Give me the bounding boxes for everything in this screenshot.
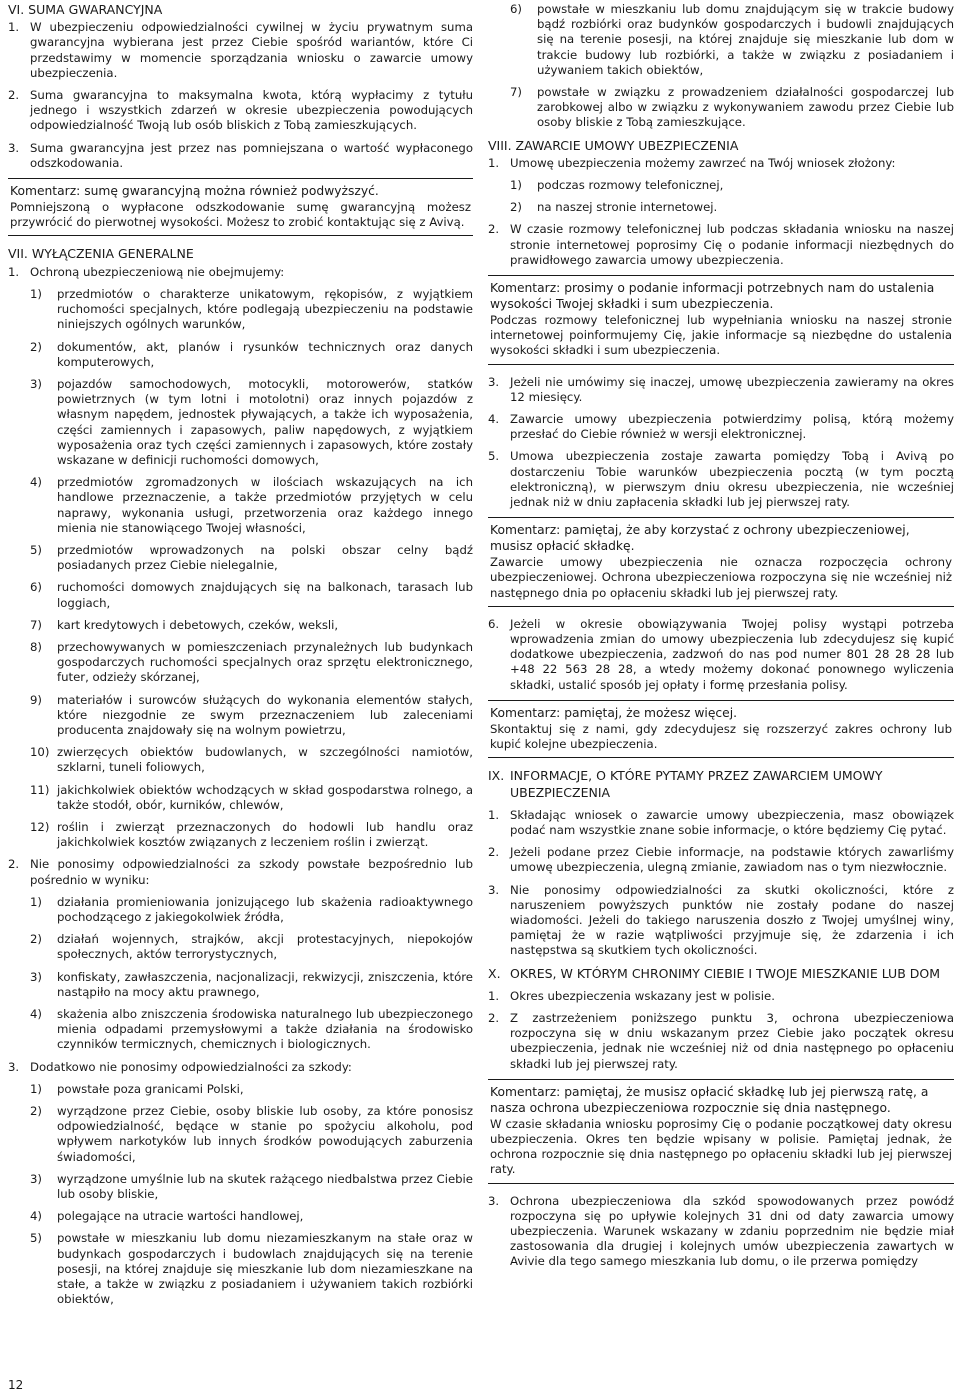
- list-item: 6. Jeżeli w okresie obowiązywania Twojej polisy wystąpi potrzeba wprowadzenia zmian do umowy ubezpieczenia lub zdecydujesz się kupić dodatkowe ubezpieczenia, zadzwoń do nas pod numer 801 28 28 28 lub +48 22 563 28 28, a wtedy możemy dokonać ponownego wyliczenia składki, ustalić sposób jej opłaty i formę przesłania polisy.: [488, 616, 954, 692]
- section-heading: VIII. ZAWARCIE UMOWY UBEZPIECZENIA: [488, 137, 739, 153]
- comment-body: Skontaktuj się z nami, gdy zdecydujesz się rozszerzyć zakres ochrony lub kupić kolejne ubezpieczenia.: [490, 721, 952, 752]
- list-item: 2. Jeżeli podane przez Ciebie informacje, na podstawie których zawarliśmy umowę ubezpieczenia, ulegną zmianie, zawiadom nas o tym niezwłocznie.: [488, 845, 954, 875]
- list-item: 5) powstałe w mieszkaniu lub domu niezamieszkanym na stałe oraz w budynkach gospodarczych i budowlach znajdujących się na terenie posesji, na której znajduje się mieszkanie lub dom niezamieszkane na stałe, a także w związku z posiadaniem i używaniem takich rozbiórki obiektów,: [30, 1231, 473, 1307]
- comment-title: Komentarz: pamiętaj, że możesz więcej.: [490, 705, 738, 720]
- comment-box: [488, 700, 954, 758]
- list-item: 5. Umowa ubezpieczenia zostaje zawarta pomiędzy Tobą i Avivą po dostarczeniu Tobie warunków ubezpieczenia pocztą (w tym pocztą elektroniczną), w pierwszym dniu okresu ubezpieczenia, nie wcześniej jednak niż w dniu zapłacenia składki lub jej pierwszej raty.: [488, 449, 954, 510]
- list-item: 5) przedmiotów wprowadzonych na polski obszar celny bądź posiadanych przez Ciebie nielegalnie,: [30, 542, 473, 573]
- list-item: 3. Dodatkowo nie ponosimy odpowiedzialności za szkody:: [8, 1059, 352, 1074]
- section-heading: VI. SUMA GWARANCYJNA: [8, 2, 163, 17]
- list-item: 8) przechowywanych w pomieszczeniach przynależnych lub budynkach gospodarczych ruchomości specjalnych oraz sprzętu elektronicznego, futer, odzieży skórzanej,: [30, 639, 473, 685]
- comment-title: Komentarz: prosimy o podanie informacji potrzebnych nam do ustalenia wysokości Twojej składki i sum ubezpieczenia.: [490, 281, 935, 312]
- list-item: 2. Suma gwarancyjna to maksymalna kwota, którą wypłacimy z tytułu jednego i wszystkich zdarzeń w okresie ubezpieczenia powodujących odpowiedzialność Twoją lub osób bliskich z Tobą zamieszkujących.: [8, 88, 473, 133]
- comment-box: [488, 517, 954, 607]
- list-item: 12) roślin i zwierząt przeznaczonych do hodowli lub handlu oraz jakichkolwiek kosztów związanych z leczeniem roślin i zwierząt.: [30, 820, 473, 850]
- list-item: 2. W czasie rozmowy telefonicznej lub podczas składania wniosku na naszej stronie internetowej poprosimy Cię o podanie informacji niezbędnych do prawidłowego zawarcia umowy ubezpieczenia.: [488, 222, 954, 267]
- section-heading: VII. WYŁĄCZENIA GENERALNE: [8, 246, 194, 262]
- list-item: 2. Z zastrzeżeniem poniższego punktu 3, ochrona ubezpieczeniowa rozpoczyna się w dniu wskazanym przez Ciebie jako początek okresu ubezpieczenia, jednak nie wcześniej niż od dnia następnego po opłaceniu składki lub jej pierwszej raty.: [488, 1011, 954, 1071]
- list-item: 3) wyrządzone umyślnie lub na skutek rażącego niedbalstwa przez Ciebie lub osoby bliskie,: [30, 1171, 473, 1202]
- comment-title: Komentarz: sumę gwarancyjną można również podwyższyć.: [10, 184, 379, 199]
- comment-body: Pomniejszoną o wypłacone odszkodowanie sumę gwarancyjną możesz przywrócić do pierwotnej wysokości. Możesz to zrobić kontaktując się z Avivą.: [10, 200, 471, 230]
- right-column: [488, 2, 954, 1277]
- comment-box: [488, 275, 954, 365]
- list-item: 4) przedmiotów zgromadzonych w ilościach wskazujących na ich handlowe przeznaczenie, a także przedmiotów przyjętych w celu naprawy, wykonania usługi, przetworzenia oraz każdego innego mienia nie stanowiącego Twojej własności,: [30, 475, 473, 535]
- list-item: 2) na naszej stronie internetowej.: [510, 200, 718, 215]
- list-item: 4) polegające na utracie wartości handlowej,: [30, 1209, 304, 1224]
- section-heading: X. OKRES, W KTÓRYM CHRONIMY CIEBIE I TWOJE MIESZKANIE LUB DOM: [488, 965, 940, 981]
- list-item: 9) materiałów i surowców służących do wykonania elementów stałych, które niezgodnie ze swym przeznaczeniem lub zaleceniami producenta znajdowały się na wolnym powietrzu,: [30, 692, 473, 737]
- list-item: 1. Umowę ubezpieczenia możemy zawrzeć na Twój wniosek złożony:: [488, 155, 896, 170]
- list-item: 4. Zawarcie umowy ubezpieczenia potwierdzimy polisą, którą możemy przesłać do Ciebie również w wersji elektronicznej.: [488, 412, 954, 442]
- list-item: 2) dokumentów, akt, planów i rysunków technicznych oraz danych komputerowych,: [30, 339, 473, 369]
- list-item: 2) działań wojennych, strajków, akcji protestacyjnych, niepokojów społecznych, aktów terrorystycznych,: [30, 932, 473, 962]
- comment-body: Zawarcie umowy ubezpieczenia nie oznacza rozpoczęcia ochrony ubezpieczeniowej. Ochrona ubezpieczeniowa rozpoczyna się nie wcześniej niż następnego dnia po opłaceniu składki lub jej pierwszej raty.: [490, 555, 952, 600]
- list-item: 2. Nie ponosimy odpowiedzialności za szkody powstałe bezpośrednio lub pośrednio w wyniku:: [8, 857, 473, 887]
- comment-title: Komentarz: pamiętaj, że aby korzystać z ochrony ubezpieczeniowej, musisz opłacić składkę.: [490, 523, 910, 554]
- list-item: 1) powstałe poza granicami Polski,: [30, 1081, 244, 1096]
- list-item: 3) konfiskaty, zawłaszczenia, nacjonalizacji, rekwizycji, zniszczenia, które nastąpiło na mocy aktu prawnego,: [30, 969, 473, 999]
- list-item: 1. Okres ubezpieczenia wskazany jest w polisie.: [488, 988, 775, 1003]
- list-item: 3) pojazdów samochodowych, motocykli, motorowerów, statków powietrznych (w tym lotni i motolotni) oraz innych pojazdów z własnym napędem, jednostek pływających, a także ich wyposażenia, części zamiennych i zapasowych, paliw napędowych, z wyjątkiem wyposażenia oraz tych części zamiennych i zapasowych, które zostały wskazane w definicji ruchomości domowych,: [30, 376, 473, 467]
- list-item: 11) jakichkolwiek obiektów wchodzących w skład gospodarstwa rolnego, a także stodół, obór, kurników, chlewów,: [30, 782, 473, 812]
- comment-body: Podczas rozmowy telefonicznej lub wypełniania wniosku na naszej stronie internetowej poinformujemy Cię, jakie informacje są niezbędne do ustalenia wysokości składki i sum ubezpieczenia.: [490, 313, 952, 358]
- list-item: 1. W ubezpieczeniu odpowiedzialności cywilnej w życiu prywatnym suma gwarancyjna wybierana jest przez Ciebie spośród wariantów, które Ci przedstawimy w momencie sporządzania wniosku o zawarcie umowy ubezpieczenia.: [8, 20, 473, 80]
- list-item: 3. Suma gwarancyjna jest przez nas pomniejszana o wartość wypłaconego odszkodowania.: [8, 140, 473, 170]
- list-item: 4) skażenia albo zniszczenia środowiska naturalnego lub ubezpieczonego mienia odpadami przemysłowymi a także działania na środowisko czynników termicznych, chemicznych i biologicznych.: [30, 1007, 473, 1052]
- list-item: 7) kart kredytowych i debetowych, czeków, weksli,: [30, 617, 339, 632]
- list-item: 3. Ochrona ubezpieczeniowa dla szkód spowodowanych przez powódź rozpoczyna się po upływie kolejnych 31 dni od daty zawarcia umowy ubezpieczenia. Warunek wskazany w zdaniu poprzednim nie będzie miał zastosowania dla drugiej i kolejnych umów ubezpieczenia zawartych w Avivie dla tego samego mieszkania lub domu, o ile przerwa pomiędzy: [488, 1193, 954, 1269]
- comment-title: Komentarz: pamiętaj, że musisz opłacić składkę lub jej pierwszą ratę, a nasza ochrona ubezpieczeniowa rozpocznie się dnia następnego.: [490, 1084, 929, 1115]
- list-item: 1. Ochroną ubezpieczeniową nie obejmujemy:: [8, 264, 285, 279]
- list-item: 1) działania promieniowania jonizującego lub skażenia radioaktywnego pochodzącego z jakiegokolwiek źródła,: [30, 894, 473, 925]
- list-item: 1) podczas rozmowy telefonicznej,: [510, 178, 724, 193]
- list-item: 6) powstałe w mieszkaniu lub domu znajdującym się w trakcie budowy bądź rozbiórki oraz budynków gospodarczych i budowli znajdujących się na terenie posesji, na której znajduje się mieszkanie lub dom w trakcie budowy lub rozbiórki, a także w związku z posiadaniem i używaniem takich obiektów,: [510, 2, 954, 77]
- list-item: 1) przedmiotów o charakterze unikatowym, rękopisów, z wyjątkiem ruchomości specjalnych, które podlegają ubezpieczeniu na podstawie niniejszych ogólnych warunków,: [30, 286, 473, 332]
- page-number: 12: [8, 1378, 24, 1392]
- list-item: 3. Nie ponosimy odpowiedzialności za skutki okoliczności, które z naruszeniem powyższych punktów nie zostały podane do naszej wiadomości. Jeżeli do takiego naruszenia doszło z Twojej umyślnej winy, pamiętaj że w razie wątpliwości przyjmuje się, że zdarzenia i ich następstwa są skutkiem tych okoliczności.: [488, 882, 954, 958]
- comment-box: [8, 178, 473, 236]
- comment-box: [488, 1079, 954, 1184]
- list-item: 1. Składając wniosek o zawarcie umowy ubezpieczenia, masz obowiązek podać nam wszystkie znane sobie informacje, o które będziemy Cię pytać.: [488, 807, 954, 837]
- comment-body: W czasie składania wniosku poprosimy Cię o podanie początkowej daty okresu ubezpieczenia. Okres ten będzie wpisany w polisie. Pamiętaj jednak, że ochrona rozpocznie się dnia następnego po opłaceniu składki lub jej pierwszej raty.: [490, 1116, 952, 1177]
- left-column: [8, 2, 473, 1315]
- section-heading: IX. INFORMACJE, O KTÓRE PYTAMY PRZEZ ZAWARCIEM UMOWY UBEZPIECZENIA: [488, 768, 883, 800]
- list-item: 10) zwierzęcych obiektów budowlanych, w szczególności namiotów, szklarni, tuneli foliowych,: [30, 745, 473, 775]
- list-item: 7) powstałe w związku z prowadzeniem działalności gospodarczej lub zarobkowej albo w związku z wykonywaniem zawodu przez Ciebie lub osoby bliskie z Tobą zamieszkujące.: [510, 85, 954, 130]
- list-item: 3. Jeżeli nie umówimy się inaczej, umowę ubezpieczenia zawieramy na okres 12 miesięcy.: [488, 374, 954, 404]
- list-item: 6) ruchomości domowych znajdujących się na balkonach, tarasach lub loggiach,: [30, 580, 473, 610]
- list-item: 2) wyrządzone przez Ciebie, osoby bliskie lub osoby, za które ponosisz odpowiedzialność, będące w stanie po spożyciu alkoholu, pod wpływem narkotyków lub innych środków powodujących zaburzenia świadomości,: [30, 1104, 473, 1164]
